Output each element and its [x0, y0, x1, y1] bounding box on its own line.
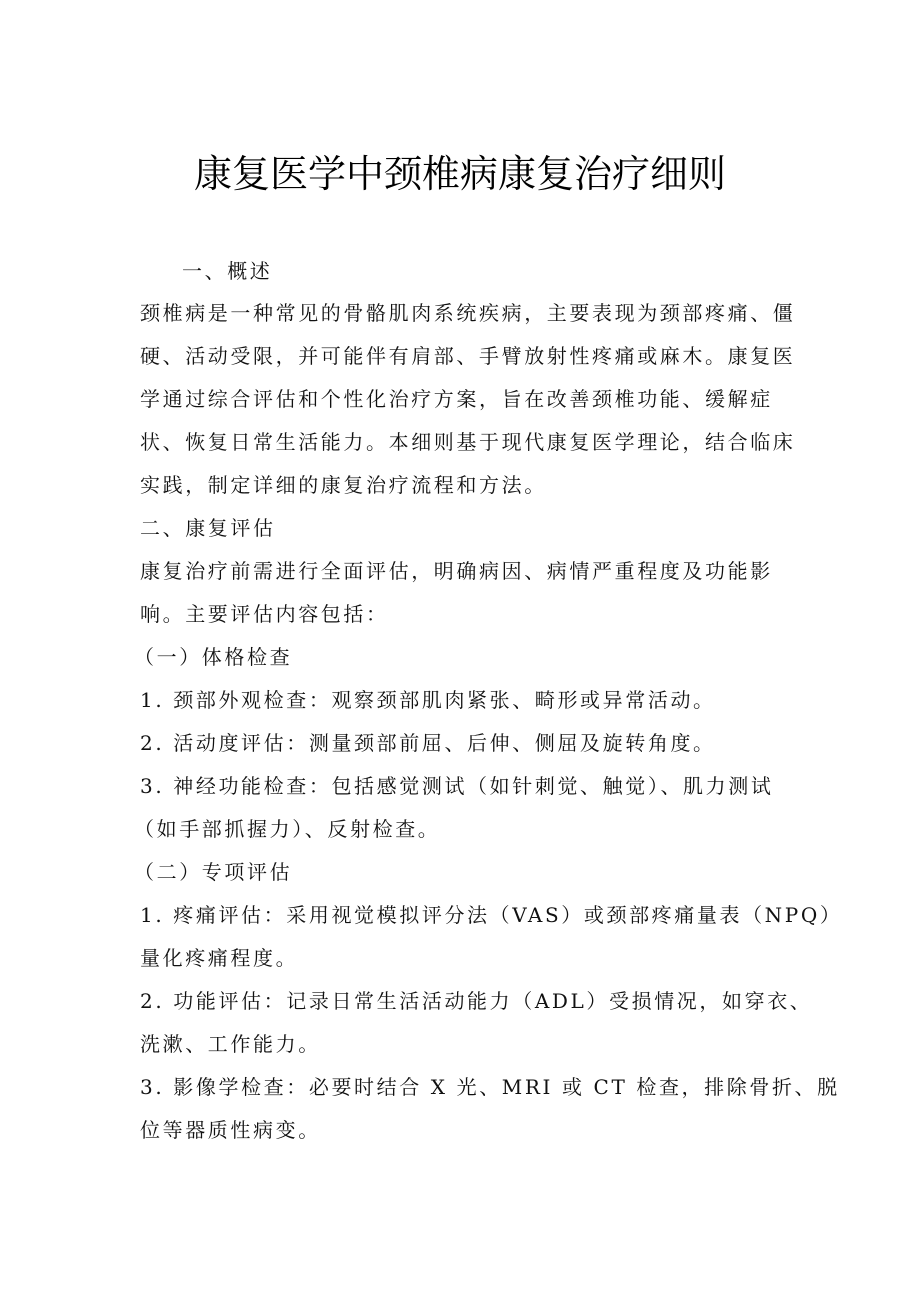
paragraph-line: 响。主要评估内容包括： [140, 602, 389, 626]
paragraph-line: 康复治疗前需进行全面评估，明确病因、病情严重程度及功能影 [140, 559, 773, 583]
list-item-continuation: （如手部抓握力）、反射检查。 [134, 817, 441, 841]
list-item-continuation: 量化疼痛程度。 [140, 946, 299, 970]
subsection-heading-physical-exam: （一）体格检查 [134, 645, 293, 669]
list-item: 2. 功能评估：记录日常生活活动能力（ADL）受损情况，如穿衣、 [140, 989, 813, 1013]
list-item: 3. 影像学检查：必要时结合 X 光、MRI 或 CT 检查，排除骨折、脱 [140, 1075, 840, 1099]
section-heading-overview: 一、概述 [182, 259, 273, 283]
paragraph-line: 状、恢复日常生活能力。本细则基于现代康复医学理论，结合临床 [140, 430, 796, 454]
list-item-continuation: 位等器质性病变。 [140, 1118, 321, 1142]
paragraph-line: 硬、活动受限，并可能伴有肩部、手臂放射性疼痛或麻木。康复医 [140, 344, 796, 368]
document-title: 康复医学中颈椎病康复治疗细则 [193, 152, 726, 196]
subsection-heading-special-assessment: （二）专项评估 [134, 860, 293, 884]
list-item: 1. 颈部外观检查：观察颈部肌肉紧张、畸形或异常活动。 [140, 688, 716, 712]
list-item: 3. 神经功能检查：包括感觉测试（如针刺觉、触觉）、肌力测试 [140, 774, 774, 798]
list-item: 2. 活动度评估：测量颈部前屈、后伸、侧屈及旋转角度。 [140, 731, 716, 755]
section-heading-assessment: 二、康复评估 [140, 516, 276, 540]
list-item: 1. 疼痛评估：采用视觉模拟评分法（VAS）或颈部疼痛量表（NPQ） [140, 903, 843, 927]
paragraph-line: 颈椎病是一种常见的骨骼肌肉系统疾病，主要表现为颈部疼痛、僵 [140, 301, 796, 325]
paragraph-line: 实践，制定详细的康复治疗流程和方法。 [140, 473, 547, 497]
list-item-continuation: 洗漱、工作能力。 [140, 1032, 321, 1056]
paragraph-line: 学通过综合评估和个性化治疗方案，旨在改善颈椎功能、缓解症 [140, 387, 773, 411]
